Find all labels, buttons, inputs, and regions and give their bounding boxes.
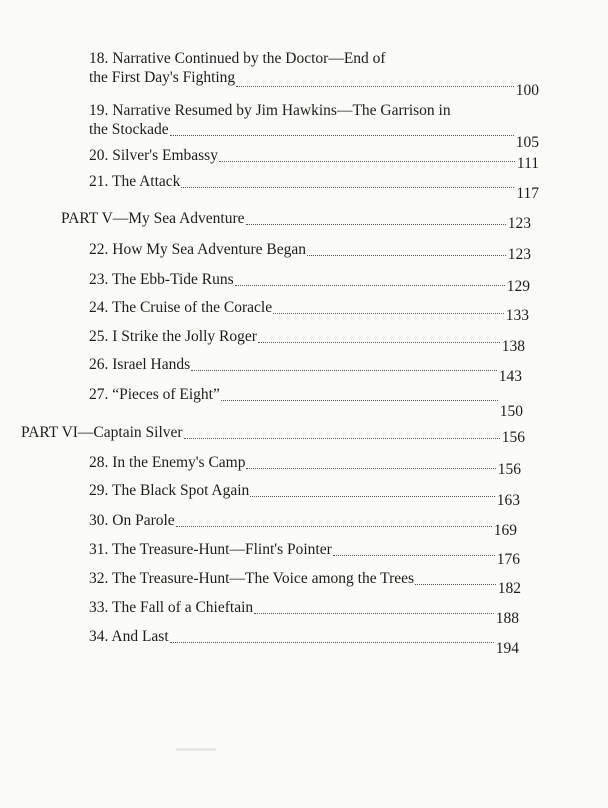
toc-entry-title: 24. The Cruise of the Coracle: [89, 299, 273, 316]
dot-leader: [170, 642, 494, 643]
toc-page-number: 138: [501, 338, 525, 355]
toc-entry-title: 30. On Parole: [89, 512, 175, 529]
toc-page-number: 143: [498, 368, 522, 385]
toc-part-title: PART VI—Captain Silver: [21, 424, 183, 441]
dot-leader: [236, 86, 514, 87]
dot-leader: [184, 438, 500, 439]
toc-entry-title: 18. Narrative Continued by the Doctor—End of: [89, 50, 386, 67]
toc-entry-title: 25. I Strike the Jolly Roger: [89, 328, 257, 345]
toc-entry-title-cont: the Stockade: [89, 121, 169, 138]
toc-entry-title: 19. Narrative Resumed by Jim Hawkins—The Garrison in: [89, 102, 451, 119]
toc-entry-title: 26. Israel Hands: [89, 356, 191, 373]
toc-entry-title: 22. How My Sea Adventure Began: [89, 241, 306, 258]
dot-leader: [307, 255, 506, 256]
dot-leader: [273, 313, 504, 314]
dot-leader: [181, 187, 514, 188]
dot-leader: [250, 496, 494, 497]
toc-entry-title: 32. The Treasure-Hunt—The Voice among the Trees: [89, 570, 415, 587]
toc-page-number: 176: [496, 551, 520, 568]
dot-leader: [170, 135, 514, 136]
toc-page-number: 111: [516, 155, 539, 172]
toc-page-number: 117: [516, 185, 539, 202]
dot-leader: [221, 400, 498, 401]
toc-page-number: 123: [507, 215, 531, 232]
dot-leader: [246, 224, 506, 225]
toc-page-number: 129: [506, 278, 530, 295]
toc-page-number: 133: [505, 307, 529, 324]
toc-page-number: 123: [507, 246, 531, 263]
scan-smudge: [176, 748, 216, 751]
dot-leader: [333, 555, 495, 556]
toc-entry-title: 21. The Attack: [89, 173, 181, 190]
toc-page-number: 150: [499, 403, 523, 420]
toc-page-number: 194: [495, 640, 519, 657]
toc-entry-title: 29. The Black Spot Again: [89, 482, 250, 499]
toc-entry-title: 33. The Fall of a Chieftain: [89, 599, 254, 616]
toc-page-number: 100: [515, 82, 539, 99]
dot-leader: [258, 342, 500, 343]
toc-page-number: 188: [495, 610, 519, 627]
toc-page-number: 163: [496, 492, 520, 509]
toc-page-number: 105: [515, 134, 539, 151]
toc-page-number: 169: [493, 522, 517, 539]
dot-leader: [254, 613, 494, 614]
toc-entry-title: 27. “Pieces of Eight”: [89, 386, 220, 403]
toc-page-number: 156: [497, 461, 521, 478]
toc-entry-title: 20. Silver's Embassy: [89, 147, 218, 164]
dot-leader: [415, 584, 496, 585]
dot-leader: [219, 161, 515, 162]
toc-entry-title-cont: the First Day's Fighting: [89, 69, 236, 86]
toc-entry-title: 23. The Ebb-Tide Runs: [89, 271, 234, 288]
toc-entry-title: 31. The Treasure-Hunt—Flint's Pointer: [89, 541, 332, 558]
toc-page-number: 182: [497, 580, 521, 597]
dot-leader: [235, 285, 505, 286]
toc-page-number: 156: [501, 429, 525, 446]
dot-leader: [176, 526, 492, 527]
toc-entry-title: 28. In the Enemy's Camp: [89, 454, 246, 471]
toc-entry-18: [89, 49, 539, 99]
toc-entry-19: [89, 101, 539, 151]
dot-leader: [246, 468, 495, 469]
dot-leader: [191, 370, 497, 371]
toc-part-title: PART V—My Sea Adventure: [61, 210, 245, 227]
toc-entry-title: 34. And Last: [89, 628, 169, 645]
